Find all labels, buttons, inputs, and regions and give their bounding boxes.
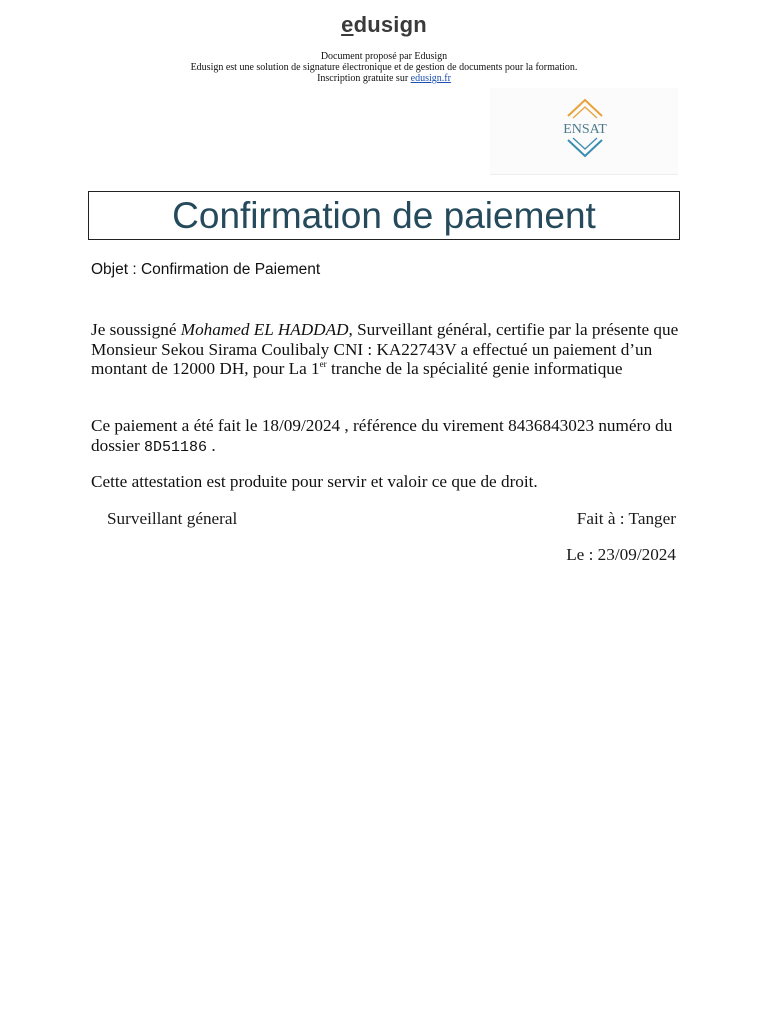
logo-rest: dusign [353,12,427,37]
signature-title: Surveillant géneral [107,509,238,528]
edusign-banner [0,51,768,84]
logo-prefix: e [341,12,354,37]
signature-place: Fait à : Tanger [576,509,676,528]
title-box [88,191,680,240]
p1-superscript: er [319,359,327,370]
ensat-lower-chevron-icon [568,140,602,156]
page-title: Confirmation de paiement [172,195,596,236]
signature-date: Le : 23/09/2024 [566,545,676,564]
banner-line-3-text: Inscription gratuite sur [317,73,411,84]
p2-part1: Ce paiement a été fait le 18/09/2024 , référence du virement 8436843023 numéro du dossier [91,416,673,455]
banner-line-2: Edusign est une solution de signature électronique et de gestion de documents pour la formation. [190,62,578,73]
dossier-number: 8D51186 [144,438,208,456]
signer-name: Mohamed EL HADDAD [180,320,349,339]
banner-line-3 [0,73,768,84]
p1-part2: tranche de la spécialité genie informatique [326,359,623,379]
paragraph-payment-details [91,416,681,457]
paragraph-attestation: Cette attestation est produite pour servir et valoir ce que de droit. [91,472,538,491]
ensat-logo [490,88,678,174]
ensat-logo-box [490,88,678,175]
ensat-upper-chevron-icon [568,100,602,116]
edusign-link[interactable]: edusign.fr [410,73,451,84]
p1-intro: Je soussigné [91,320,181,339]
paragraph-certification [91,320,681,379]
banner-line-1: Document proposé par Edusign [320,51,448,62]
p2-part2: . [207,435,216,455]
ensat-logo-text: ENSAT [563,122,607,137]
objet-line: Objet : Confirmation de Paiement [91,261,321,278]
p1-part1: , Surveillant général, certifie par la présente que Monsieur Sekou Sirama Coulibaly CNI : KA22743V a effectué un paiement d’un montant de 12000 DH, pour La 1 [91,320,679,379]
edusign-logo [0,12,768,38]
